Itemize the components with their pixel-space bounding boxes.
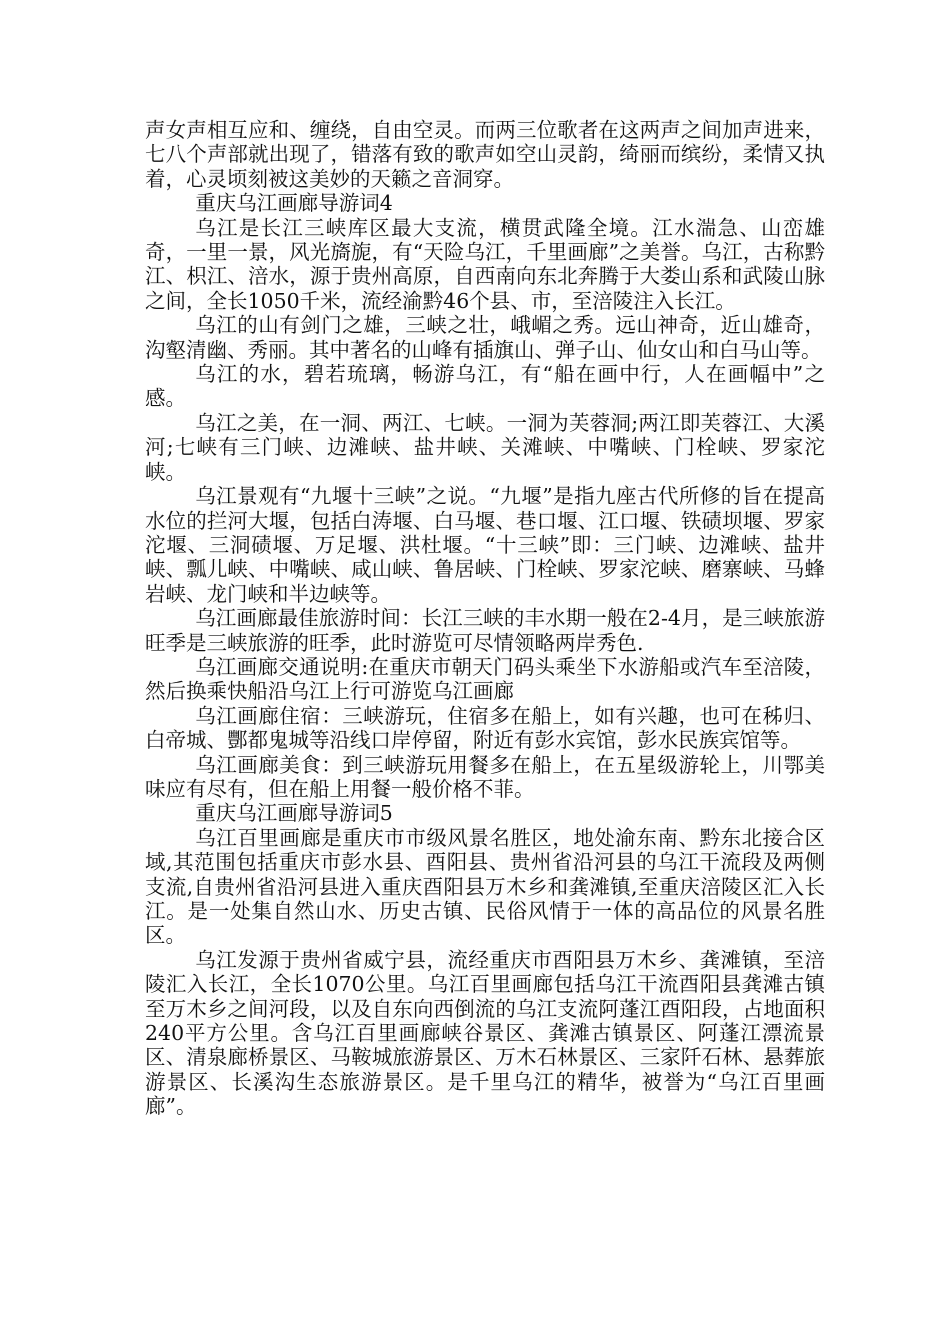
paragraph-water: 乌江的水，碧若琉璃，畅游乌江，有“船在画中行，人在画幅中”之感。 [145, 362, 825, 411]
paragraph-food: 乌江画廊美食：到三峡游玩用餐多在船上，在五星级游轮上，川鄂美味应有尽有，但在船上用餐一般价格不菲。 [145, 752, 825, 801]
paragraph-source-and-areas: 乌江发源于贵州省威宁县，流经重庆市酉阳县万木乡、龚滩镇，至涪陵汇入长江，全长1070公里。乌江百里画廊包括乌江干流酉阳县龚滩古镇至万木乡之间河段，以及自东向西倒流的乌江支流阿蓬江酉阳段，占地面积240平方公里。含乌江百里画廊峡谷景区、龚滩古镇景区、阿蓬江漂流景区、清泉廊桥景区、马鞍城旅游景区、万木石林景区、三家阡石林、悬葬旅游景区、长溪沟生态旅游景区。是千里乌江的精华，被誉为“乌江百里画廊”。 [145, 947, 825, 1119]
paragraph-beauty: 乌江之美，在一洞、两江、七峡。一洞为芙蓉洞;两江即芙蓉江、大溪河;七峡有三门峡、边滩峡、盐井峡、关滩峡、中嘴峡、门栓峡、罗家沱峡。 [145, 410, 825, 484]
paragraph-wujiang-intro: 乌江是长江三峡库区最大支流，横贯武隆全境。江水湍急、山峦雄奇，一里一景，风光旖旎，有“天险乌江，千里画廊”之美誉。乌江，古称黔江、枳江、涪水，源于贵州高原，自西南向东北奔腾于大娄山系和武陵山脉之间，全长1050千米，流经渝黔46个县、市，至涪陵注入长江。 [145, 215, 825, 313]
paragraph-hundred-li-gallery: 乌江百里画廊是重庆市市级风景名胜区，地处渝东南、黔东北接合区域,其范围包括重庆市彭水县、酉阳县、贵州省沿河县的乌江干流段及两侧支流,自贵州省沿河县进入重庆酉阳县万木乡和龚滩镇,至重庆涪陵区汇入长江。是一处集自然山水、历史古镇、民俗风情于一体的高品位的风景名胜区。 [145, 825, 825, 948]
section-heading-5: 重庆乌江画廊导游词5 [195, 801, 393, 826]
document-page [145, 118, 825, 1119]
paragraph-mountains: 乌江的山有剑门之雄，三峡之壮，峨嵋之秀。远山神奇，近山雄奇，沟壑清幽、秀丽。其中著名的山峰有插旗山、弹子山、仙女山和白马山等。 [145, 313, 825, 362]
paragraph-transport: 乌江画廊交通说明:在重庆市朝天门码头乘坐下水游船或汽车至涪陵，然后换乘快船沿乌江上行可游览乌江画廊 [145, 654, 825, 704]
section-heading-4: 重庆乌江画廊导游词4 [195, 191, 393, 216]
paragraph-weirs-gorges: 乌江景观有“九堰十三峡”之说。“九堰”是指九座古代所修的旨在提高水位的拦河大堰，包括白涛堰、白马堰、巷口堰、江口堰、铁碛坝堰、罗家沱堰、三洞碛堰、万足堰、洪杜堰。“十三峡”即：三门峡、边滩峡、盐井峡、瓢儿峡、中嘴峡、咸山峡、鲁居峡、门栓峡、罗家沱峡、磨寨峡、马蜂岩峡、龙门峡和半边峡等。 [145, 484, 825, 606]
paragraph-lodging: 乌江画廊住宿：三峡游玩，住宿多在船上，如有兴趣，也可在秭归、白帝城、酆都鬼城等沿线口岸停留，附近有彭水宾馆，彭水民族宾馆等。 [145, 703, 825, 753]
paragraph-continued: 声女声相互应和、缠绕，自由空灵。而两三位歌者在这两声之间加声进来，七八个声部就出现了，错落有致的歌声如空山灵韵，绮丽而缤纷，柔情又执着，心灵顷刻被这美妙的天籁之音洞穿。 [145, 118, 825, 191]
paragraph-best-time: 乌江画廊最佳旅游时间：长江三峡的丰水期一般在2-4月，是三峡旅游旺季是三峡旅游的旺季，此时游览可尽情领略两岸秀色. [145, 606, 825, 655]
